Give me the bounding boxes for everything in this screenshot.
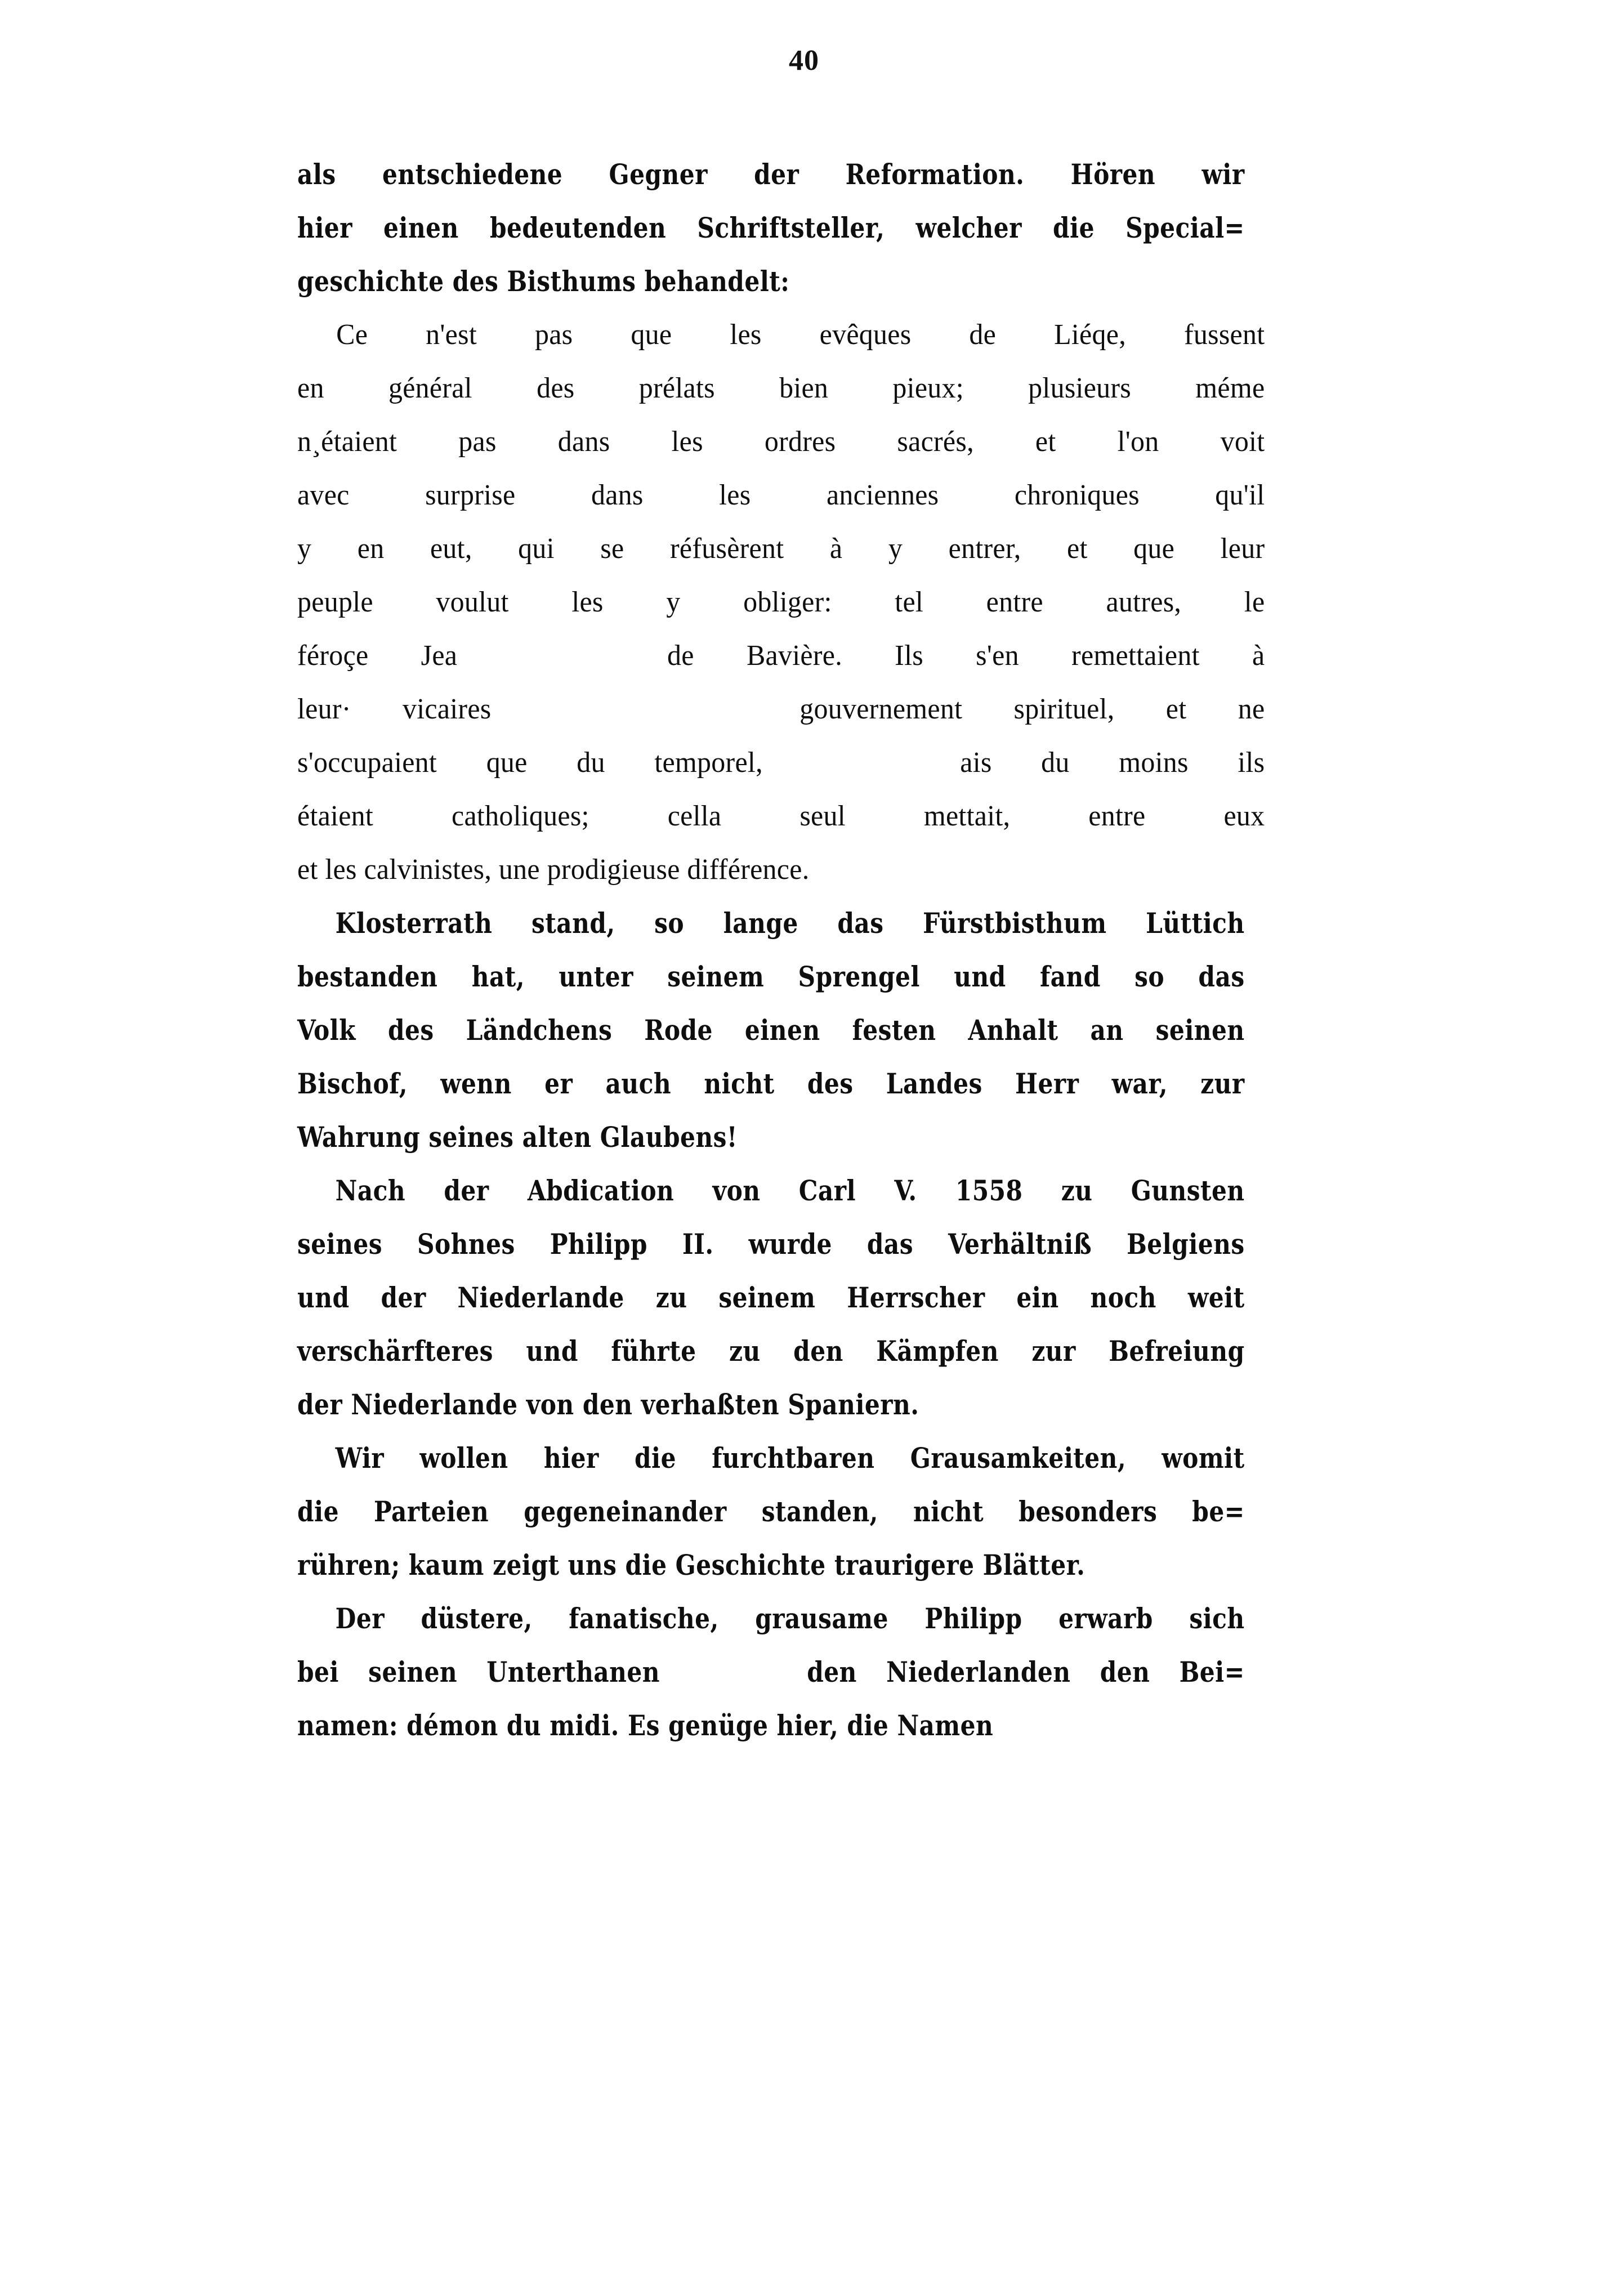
text-line: hier einen bedeutenden Schriftsteller, welcher die Special= — [297, 211, 1245, 244]
text-line: avec surprise dans les anciennes chroniques qu'il — [297, 479, 1265, 511]
text-line: Volk des Ländchens Rode einen festen Anhalt an seinen — [297, 1013, 1245, 1047]
text-line: seines Sohnes Philipp II. wurde das Verhältniß Belgiens — [297, 1227, 1245, 1261]
text-line: der Niederlande von den verhaßten Spaniern. — [297, 1388, 919, 1421]
text-line: Wir wollen hier die furchtbaren Grausamkeiten, womit — [335, 1441, 1245, 1475]
text-block — [297, 148, 1305, 1752]
text-line: et les calvinistes, une prodigieuse différence. — [297, 854, 810, 886]
text-line: étaient catholiques; cella seul mettait, entre eux — [297, 800, 1265, 832]
page-number: 40 — [789, 44, 819, 77]
text-line: verschärfteres und führte zu den Kämpfen zur Befreiung — [297, 1334, 1245, 1368]
text-line: s'occupaient que du temporel, ais du moins ils — [297, 747, 1265, 779]
text-line: rühren; kaum zeigt uns die Geschichte traurigere Blätter. — [297, 1548, 1086, 1582]
paragraph-philipp — [297, 1592, 1305, 1752]
text-line: y en eut, qui se réfusèrent à y entrer, et que leur — [297, 533, 1265, 565]
paragraph-fraktur-intro — [297, 148, 1305, 308]
text-line: Der düstere, fanatische, grausame Philipp erwarb sich — [335, 1602, 1245, 1635]
text-line: Wahrung seines alten Glaubens! — [297, 1120, 738, 1154]
paragraph-abdication — [297, 1164, 1305, 1431]
text-line: die Parteien gegeneinander standen, nicht besonders be= — [297, 1495, 1245, 1528]
text-line: namen: démon du midi. Es genüge hier, die Namen — [297, 1709, 994, 1742]
text-line: bestanden hat, unter seinem Sprengel und fand so das — [297, 960, 1245, 993]
paragraph-french-quotation — [297, 308, 1305, 896]
paragraph-klosterrath — [297, 896, 1305, 1164]
text-line: leur· vicaires gouvernement spirituel, et ne — [297, 693, 1265, 725]
text-line: en général des prélats bien pieux; plusieurs méme — [297, 372, 1265, 404]
paragraph-grausamkeiten — [297, 1431, 1305, 1592]
text-line: als entschiedene Gegner der Reformation. Hören wir — [297, 158, 1245, 191]
text-line: n¸étaient pas dans les ordres sacrés, et l'on voit — [297, 426, 1265, 458]
text-line: peuple voulut les y obliger: tel entre autres, le — [297, 586, 1265, 618]
text-line: Ce n'est pas que les evêques de Liéqe, fussent — [336, 319, 1265, 351]
text-line: Klosterrath stand, so lange das Fürstbisthum Lüttich — [335, 906, 1245, 940]
text-line: Nach der Abdication von Carl V. 1558 zu Gunsten — [335, 1174, 1245, 1207]
text-line: geschichte des Bisthums behandelt: — [297, 265, 790, 298]
text-line: féroçe Jea de Bavière. Ils s'en remettaient à — [297, 640, 1265, 672]
text-line: Bischof, wenn er auch nicht des Landes Herr war, zur — [297, 1067, 1245, 1100]
text-line: und der Niederlande zu seinem Herrscher ein noch weit — [297, 1281, 1245, 1314]
text-line: bei seinen Unterthanen den Niederlanden den Bei= — [297, 1655, 1245, 1689]
